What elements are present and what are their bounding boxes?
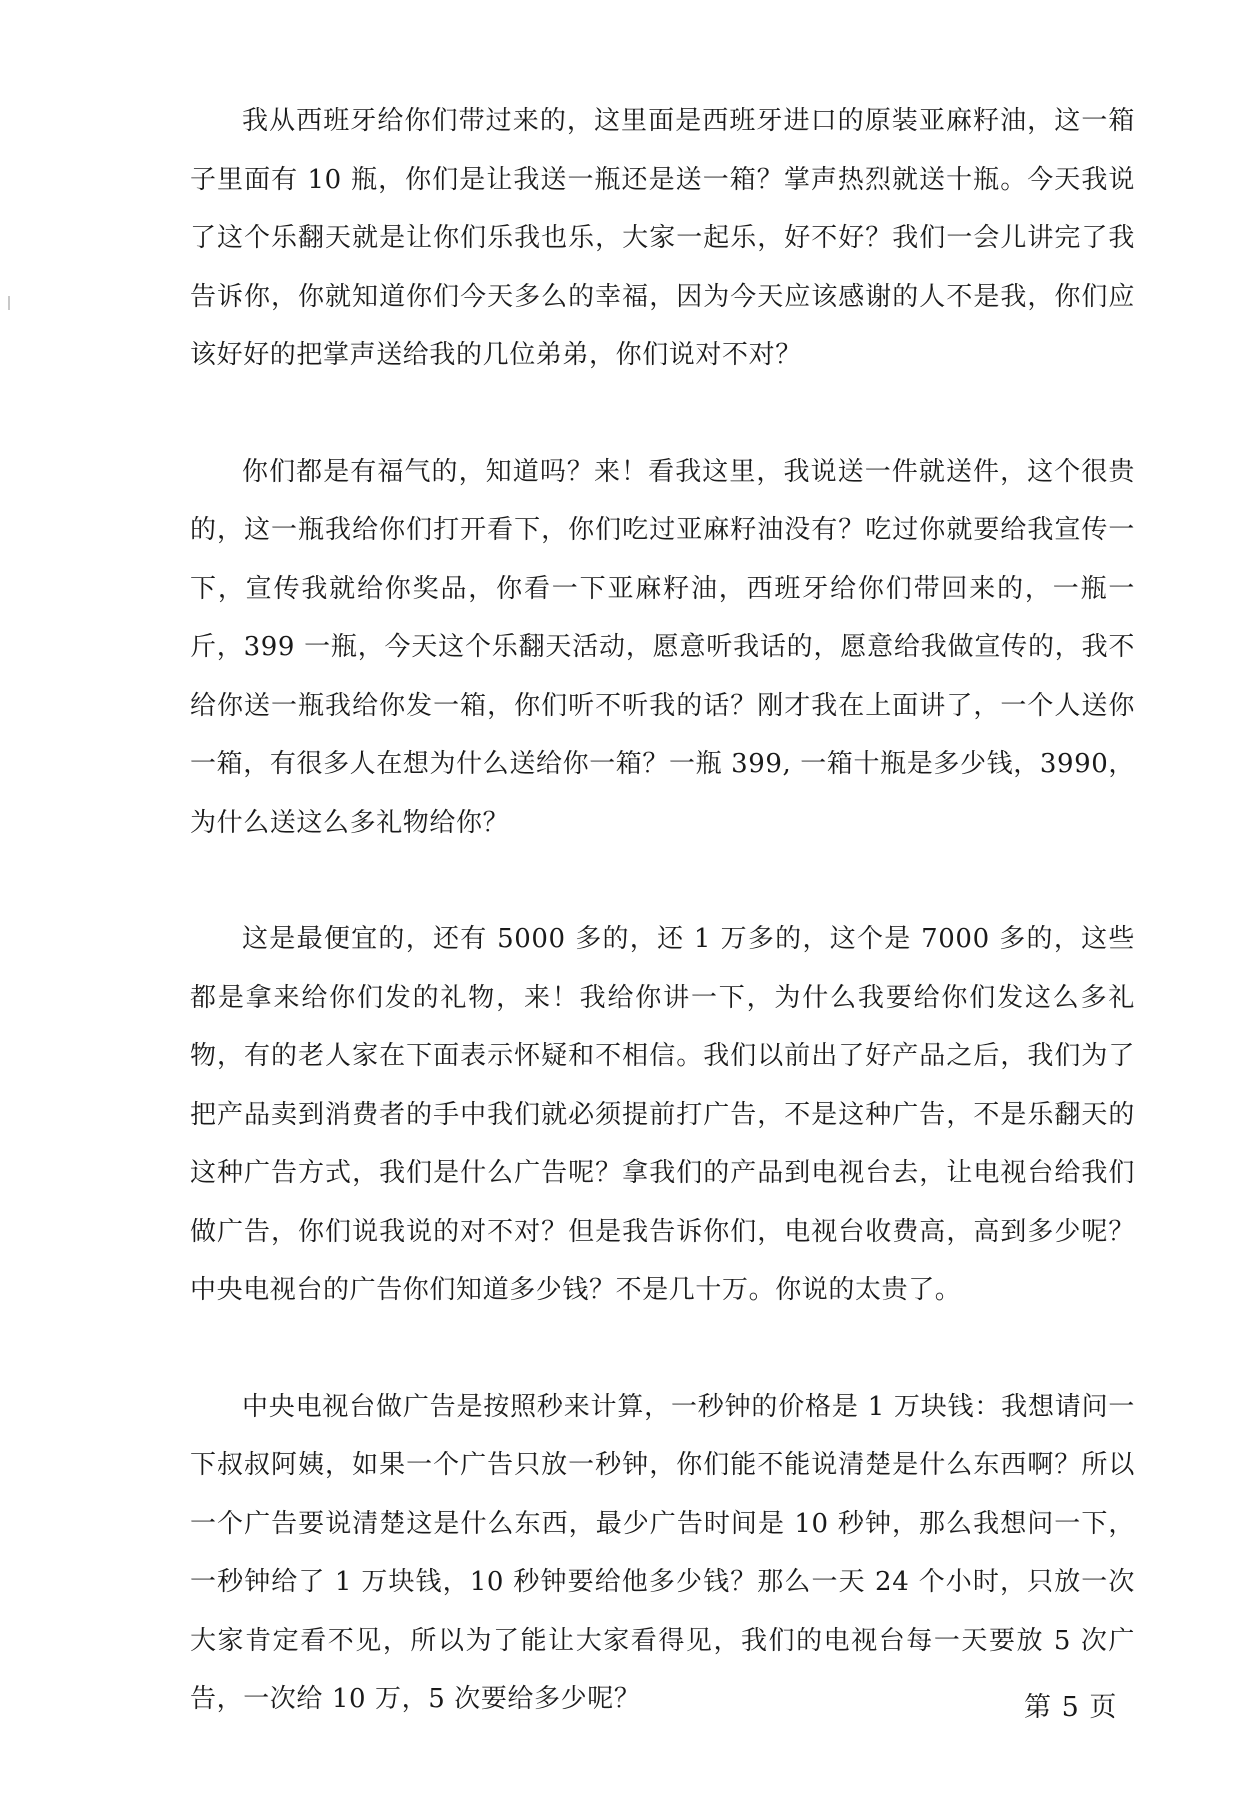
scan-margin-mark <box>8 296 10 310</box>
page-number: 第 5 页 <box>1024 1692 1118 1723</box>
document-body <box>190 92 1135 1729</box>
paragraph-4: 中央电视台做广告是按照秒来计算，一秒钟的价格是 1 万块钱：我想请问一下叔叔阿姨，如果一个广告只放一秒钟，你们能不能说清楚是什么东西啊？所以一个广告要说清楚这是什么东西，最少广告时间是 10 秒钟，那么我想问一下，一秒钟给了 1 万块钱，10 秒钟要给他多少钱？那么一天 24 个小时，只放一次大家肯定看不见，所以为了能让大家看得见，我们的电视台每一天要放 5 次广告，一次给 10 万，5 次要给多少呢？ <box>190 1391 1135 1714</box>
paragraph-2: 你们都是有福气的，知道吗？来！看我这里，我说送一件就送件，这个很贵的，这一瓶我给你们打开看下，你们吃过亚麻籽油没有？吃过你就要给我宣传一下，宣传我就给你奖品，你看一下亚麻籽油，西班牙给你们带回来的，一瓶一斤，399 一瓶，今天这个乐翻天活动，愿意听我话的，愿意给我做宣传的，我不给你送一瓶我给你发一箱，你们听不听我的话？刚才我在上面讲了，一个人送你一箱，有很多人在想为什么送给你一箱？一瓶 399, 一箱十瓶是多少钱，3990，为什么送这么多礼物给你？ <box>190 456 1135 838</box>
paragraph-3: 这是最便宜的，还有 5000 多的，还 1 万多的，这个是 7000 多的，这些都是拿来给你们发的礼物，来！我给你讲一下，为什么我要给你们发这么多礼物，有的老人家在下面表示怀疑和不相信。我们以前出了好产品之后，我们为了把产品卖到消费者的手中我们就必须提前打广告，不是这种广告，不是乐翻天的这种广告方式，我们是什么广告呢？拿我们的产品到电视台去，让电视台给我们做广告，你们说我说的对不对？但是我告诉你们，电视台收费高，高到多少呢？中央电视台的广告你们知道多少钱？不是几十万。你说的太贵了。 <box>190 924 1135 1305</box>
paragraph-1: 我从西班牙给你们带过来的，这里面是西班牙进口的原装亚麻籽油，这一箱子里面有 10 瓶，你们是让我送一瓶还是送一箱？掌声热烈就送十瓶。今天我说了这个乐翻天就是让你们乐我也乐，大家一起乐，好不好？我们一会儿讲完了我告诉你，你就知道你们今天多么的幸福，因为今天应该感谢的人不是我，你们应该好好的把掌声送给我的几位弟弟，你们说对不对？ <box>190 106 1135 370</box>
